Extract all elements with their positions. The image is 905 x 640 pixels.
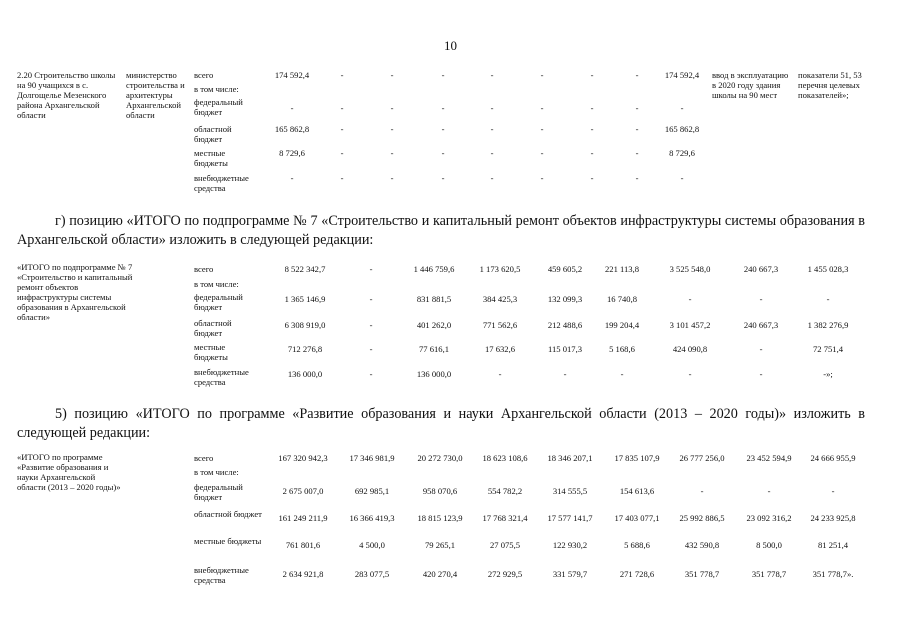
value-cell: - — [369, 264, 373, 274]
year-cell: - — [590, 148, 594, 158]
year-cell: - — [540, 124, 544, 134]
section-220-result: ввод в эксплуатацию в 2020 году здания школы на 90 мест — [712, 70, 789, 100]
value-cell: 771 562,6 — [482, 320, 518, 330]
value-cell: 18 623 108,6 — [482, 453, 528, 463]
value-cell: 27 075,5 — [489, 540, 521, 550]
row-source: федеральный бюджет — [194, 482, 243, 502]
year-cell: - — [540, 103, 544, 113]
year-cell: - — [441, 103, 445, 113]
row-source: в том числе: — [194, 84, 239, 94]
value-cell: 17 577 141,7 — [547, 513, 593, 523]
value-cell: 384 425,3 — [482, 294, 518, 304]
page-number: 10 — [444, 38, 457, 53]
row-source: федеральный бюджет — [194, 292, 243, 312]
value-cell: -»; — [823, 369, 833, 379]
value-cell: 271 728,6 — [619, 569, 655, 579]
value-cell: - — [688, 294, 692, 304]
value-cell: 17 346 981,9 — [349, 453, 395, 463]
value-cell: 1 173 620,5 — [479, 264, 521, 274]
year-cell: - — [540, 70, 544, 80]
row-source: внебюджетные средства — [194, 565, 249, 585]
value-cell: 199 204,4 — [604, 320, 640, 330]
value-cell: 1 382 276,9 — [807, 320, 849, 330]
year-cell: - — [340, 124, 344, 134]
value-cell: 122 930,2 — [552, 540, 588, 550]
row-source: внебюджетные средства — [194, 367, 249, 387]
year-cell: - — [490, 148, 494, 158]
value-cell: 5 688,6 — [624, 540, 650, 550]
total-cell: 8 729,6 — [279, 148, 305, 158]
value-cell: 8 522 342,7 — [284, 264, 326, 274]
value-cell: - — [759, 369, 763, 379]
value-cell: 283 077,5 — [354, 569, 390, 579]
year-cell: 8 729,6 — [669, 148, 695, 158]
value-cell: 17 835 107,9 — [614, 453, 660, 463]
value-cell: 240 667,3 — [743, 264, 779, 274]
value-cell: - — [620, 369, 624, 379]
row-source: областной бюджет — [194, 318, 232, 338]
value-cell: 1 455 028,3 — [807, 264, 849, 274]
value-cell: - — [498, 369, 502, 379]
year-cell: - — [635, 173, 639, 183]
value-cell: - — [759, 344, 763, 354]
section-220-indicators: показатели 51, 53 перечня целевых показателей»; — [798, 70, 862, 100]
value-cell: 2 634 921,8 — [282, 569, 324, 579]
value-cell: 24 233 925,8 — [810, 513, 856, 523]
total-cell: 174 592,4 — [274, 70, 310, 80]
row-source: местные бюджеты — [194, 536, 262, 546]
value-cell: 2 675 007,0 — [282, 486, 324, 496]
year-cell: - — [590, 70, 594, 80]
year-cell: - — [340, 173, 344, 183]
paragraph-g: г) позицию «ИТОГО по подпрограмме № 7 «Строительство и капитальный ремонт объектов инфраструктуры системы образования в Архангельской области» изложить в следующей редакции: — [17, 213, 865, 248]
year-cell: - — [390, 148, 394, 158]
row-source: всего — [194, 70, 214, 80]
year-cell: - — [680, 103, 684, 113]
year-cell: - — [540, 148, 544, 158]
value-cell: 23 452 594,9 — [746, 453, 792, 463]
value-cell: - — [759, 294, 763, 304]
value-cell: 25 992 886,5 — [679, 513, 725, 523]
value-cell: 221 113,8 — [604, 264, 640, 274]
value-cell: 401 262,0 — [416, 320, 452, 330]
value-cell: 692 985,1 — [354, 486, 390, 496]
value-cell: 5 168,6 — [609, 344, 635, 354]
year-cell: - — [390, 103, 394, 113]
row-source: в том числе: — [194, 279, 239, 289]
row-source: областной бюджет — [194, 124, 232, 144]
value-cell: 24 666 955,9 — [810, 453, 856, 463]
value-cell: - — [369, 320, 373, 330]
value-cell: 432 590,8 — [684, 540, 720, 550]
value-cell: 351 778,7 — [684, 569, 720, 579]
row-source: всего — [194, 264, 214, 274]
value-cell: - — [369, 369, 373, 379]
value-cell: - — [826, 294, 830, 304]
value-cell: 272 929,5 — [487, 569, 523, 579]
row-source: местные бюджеты — [194, 342, 228, 362]
value-cell: 17 632,6 — [484, 344, 516, 354]
year-cell: - — [590, 124, 594, 134]
value-cell: - — [563, 369, 567, 379]
value-cell: - — [831, 486, 835, 496]
value-cell: 240 667,3 — [743, 320, 779, 330]
year-cell: - — [390, 70, 394, 80]
value-cell: - — [700, 486, 704, 496]
year-cell: - — [490, 124, 494, 134]
value-cell: 1 446 759,6 — [413, 264, 455, 274]
value-cell: 331 579,7 — [552, 569, 588, 579]
value-cell: 18 346 207,1 — [547, 453, 593, 463]
value-cell: - — [688, 369, 692, 379]
value-cell: 314 555,5 — [552, 486, 588, 496]
value-cell: 81 251,4 — [817, 540, 849, 550]
value-cell: 77 616,1 — [418, 344, 450, 354]
row-source: внебюджетные средства — [194, 173, 249, 193]
value-cell: - — [369, 294, 373, 304]
row-source: федеральный бюджет — [194, 97, 243, 117]
section-220-name: 2.20 Строительство школы на 90 учащихся в с. Долгощелье Мезенского района Архангельской области — [17, 70, 116, 120]
value-cell: 3 525 548,0 — [669, 264, 711, 274]
year-cell: - — [441, 124, 445, 134]
value-cell: - — [369, 344, 373, 354]
value-cell: 23 092 316,2 — [746, 513, 792, 523]
value-cell: 351 778,7 — [751, 569, 787, 579]
year-cell: 174 592,4 — [664, 70, 700, 80]
year-cell: - — [590, 173, 594, 183]
value-cell: 16 740,8 — [606, 294, 638, 304]
value-cell: 132 099,3 — [547, 294, 583, 304]
value-cell: 958 070,6 — [422, 486, 458, 496]
value-cell: 1 365 146,9 — [284, 294, 326, 304]
value-cell: 20 272 730,0 — [417, 453, 463, 463]
row-source: местные бюджеты — [194, 148, 228, 168]
year-cell: 165 862,8 — [664, 124, 700, 134]
itogo7-name: «ИТОГО по подпрограмме № 7 «Строительство и капитальный ремонт объектов инфраструктуры системы образования в Архангельской области» — [17, 262, 133, 322]
value-cell: 72 751,4 — [812, 344, 844, 354]
total-cell: - — [290, 173, 294, 183]
value-cell: 161 249 211,9 — [278, 513, 328, 523]
value-cell: 351 778,7». — [812, 569, 854, 579]
year-cell: - — [635, 124, 639, 134]
value-cell: 136 000,0 — [287, 369, 323, 379]
year-cell: - — [340, 148, 344, 158]
value-cell: 712 276,8 — [287, 344, 323, 354]
year-cell: - — [340, 70, 344, 80]
year-cell: - — [441, 148, 445, 158]
value-cell: 18 815 123,9 — [417, 513, 463, 523]
value-cell: 831 881,5 — [416, 294, 452, 304]
year-cell: - — [680, 173, 684, 183]
total-cell: 165 862,8 — [274, 124, 310, 134]
value-cell: 8 500,0 — [756, 540, 782, 550]
year-cell: - — [635, 70, 639, 80]
row-source: в том числе: — [194, 467, 239, 477]
value-cell: 136 000,0 — [416, 369, 452, 379]
value-cell: 26 777 256,0 — [679, 453, 725, 463]
row-source: всего — [194, 453, 214, 463]
itogo-program-name: «ИТОГО по программе «Развитие образования и науки Архангельской области (2013 – 2020 годы)» — [17, 452, 121, 492]
value-cell: 554 782,2 — [487, 486, 523, 496]
value-cell: 420 270,4 — [422, 569, 458, 579]
year-cell: - — [390, 124, 394, 134]
value-cell: 424 090,8 — [672, 344, 708, 354]
year-cell: - — [490, 173, 494, 183]
year-cell: - — [390, 173, 394, 183]
value-cell: 761 801,6 — [285, 540, 321, 550]
value-cell: 16 366 419,3 — [349, 513, 395, 523]
value-cell: 212 488,6 — [547, 320, 583, 330]
section-220-executor: министерство строительства и архитектуры Архангельской области — [126, 70, 185, 120]
year-cell: - — [635, 103, 639, 113]
year-cell: - — [540, 173, 544, 183]
value-cell: 17 403 077,1 — [614, 513, 660, 523]
row-source: областной бюджет — [194, 509, 262, 519]
value-cell: 79 265,1 — [424, 540, 456, 550]
value-cell: 17 768 321,4 — [482, 513, 528, 523]
value-cell: 115 017,3 — [547, 344, 583, 354]
year-cell: - — [441, 173, 445, 183]
year-cell: - — [590, 103, 594, 113]
value-cell: 459 605,2 — [547, 264, 583, 274]
value-cell: 6 308 919,0 — [284, 320, 326, 330]
year-cell: - — [340, 103, 344, 113]
total-cell: - — [290, 103, 294, 113]
value-cell: 3 101 457,2 — [669, 320, 711, 330]
year-cell: - — [490, 103, 494, 113]
paragraph-5: 5) позицию «ИТОГО по программе «Развитие образования и науки Архангельской области (2013 – 2020 годы)» изложить в следующей редакции: — [17, 406, 865, 441]
value-cell: 167 320 942,3 — [278, 453, 328, 463]
year-cell: - — [490, 70, 494, 80]
value-cell: 154 613,6 — [619, 486, 655, 496]
year-cell: - — [635, 148, 639, 158]
value-cell: - — [767, 486, 771, 496]
value-cell: 4 500,0 — [359, 540, 385, 550]
year-cell: - — [441, 70, 445, 80]
